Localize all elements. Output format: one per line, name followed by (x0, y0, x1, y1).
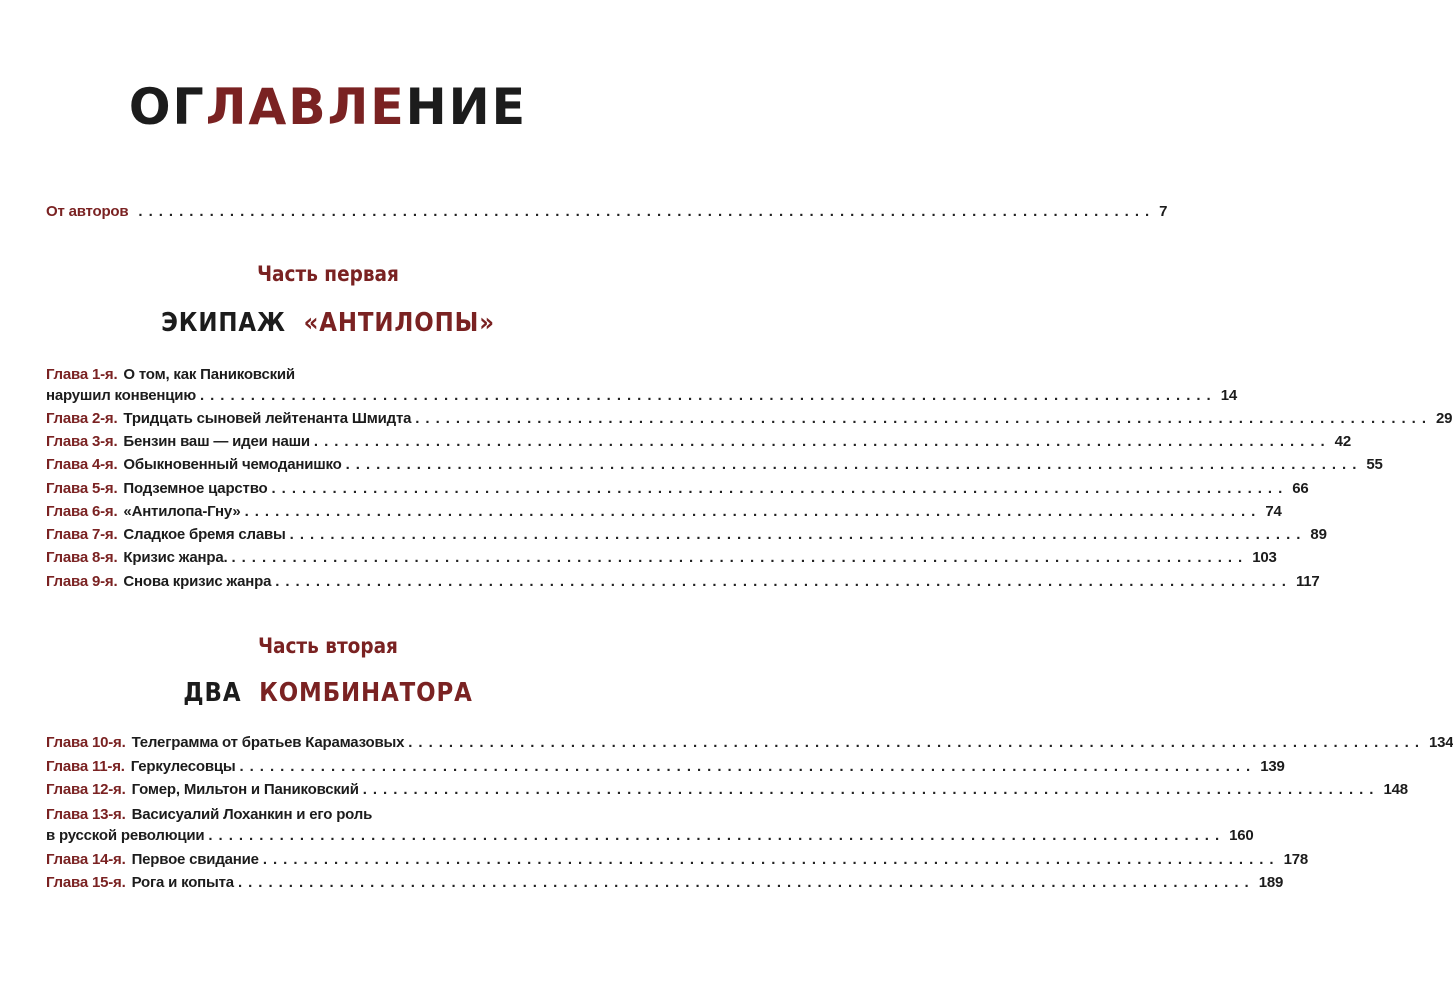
page-number: 103 (1252, 549, 1277, 566)
toc-entry-chapter-5[interactable]: Глава 5-я. Подземное царство .................................................................................................... 66 (46, 480, 1309, 497)
page-number: 7 (1159, 203, 1168, 220)
toc-entry-chapter-1[interactable]: нарушил конвенцию .................................................................................................... 14 (46, 387, 1237, 404)
toc-entry-chapter-4[interactable]: Глава 4-я. Обыкновенный чемоданишко .................................................................................................... 55 (46, 456, 1383, 473)
leader-dots: .................................................................................................... (244, 503, 1262, 520)
leader-dots: .................................................................................................... (262, 851, 1280, 868)
page-number: 42 (1334, 433, 1351, 450)
toc-entry-chapter-13-first-line[interactable]: Глава 13-я. Васисуалий Лоханкин и его роль (46, 806, 373, 823)
toc-entry-chapter-1-first-line[interactable]: Глава 1-я. О том, как Паниковский (46, 366, 295, 383)
leader-dots: .................................................................................................... (208, 827, 1226, 844)
leader-dots: .................................................................................................... (289, 526, 1307, 543)
toc-entry-preface[interactable] (46, 203, 1168, 227)
page-number: 55 (1366, 456, 1383, 473)
page-number: 66 (1292, 480, 1309, 497)
toc-entry-chapter-8[interactable]: Глава 8-я. Кризис жанра. .................................................................................................... 103 (46, 549, 1277, 566)
page-number: 134 (1429, 734, 1453, 751)
leader-dots: .................................................................................................... (313, 433, 1331, 450)
leader-dots: .................................................................................................... (138, 203, 1156, 220)
toc-entry-chapter-3[interactable]: Глава 3-я. Бензин ваш — идеи наши .................................................................................................... 42 (46, 433, 1351, 450)
part-two-section-title: ДВА КОМБИНАТОРА (183, 678, 473, 708)
toc-entry-chapter-7[interactable]: Глава 7-я. Сладкое бремя славы .................................................................................................... 89 (46, 526, 1327, 543)
page-number: 178 (1283, 851, 1309, 868)
page-number: 74 (1265, 503, 1282, 520)
page-number: 14 (1220, 387, 1237, 404)
toc-entry-chapter-2[interactable]: Глава 2-я. Тридцать сыновей лейтенанта Шмидта .................................................................................................... 29 (46, 410, 1453, 427)
part-one-section-title: ЭКИПАЖ «АНТИЛОПЫ» (161, 308, 495, 338)
leader-dots: .................................................................................................... (271, 480, 1289, 497)
leader-dots: .................................................................................................... (239, 758, 1257, 775)
preface-label: От авторов (46, 203, 129, 220)
leader-dots: .................................................................................................... (275, 573, 1292, 590)
part-two-heading: Часть вторая (258, 634, 398, 658)
toc-entry-chapter-9[interactable]: Глава 9-я. Снова кризис жанра .................................................................................................... 117 (46, 573, 1320, 590)
part-one-heading: Часть первая (257, 262, 399, 286)
toc-entry-chapter-14[interactable]: Глава 14-я. Первое свидание .................................................................................................... 178 (46, 851, 1309, 868)
page-number: 189 (1258, 874, 1284, 891)
toc-entry-chapter-6[interactable]: Глава 6-я. «Антилопа-Гну» .................................................................................................... 74 (46, 503, 1282, 520)
leader-dots: .................................................................................................... (362, 781, 1380, 798)
toc-entry-chapter-15[interactable]: Глава 15-я. Рога и копыта .................................................................................................... 189 (46, 874, 1284, 891)
leader-dots: .................................................................................................... (231, 549, 1249, 566)
leader-dots: .................................................................................................... (415, 410, 1432, 427)
toc-entry-chapter-10[interactable]: Глава 10-я. Телеграмма от братьев Карамазовых .................................................................................................... 134 (46, 734, 1453, 751)
page-number: 29 (1435, 410, 1453, 427)
leader-dots: .................................................................................................... (345, 456, 1363, 473)
leader-dots: .................................................................................................... (199, 387, 1217, 404)
leader-dots: .................................................................................................... (408, 734, 1425, 751)
page-number: 89 (1310, 526, 1327, 543)
page-number: 139 (1260, 758, 1285, 775)
toc-entry-chapter-13[interactable]: в русской революции .................................................................................................... 160 (46, 827, 1254, 844)
leader-dots: .................................................................................................... (237, 874, 1255, 891)
toc-entry-chapter-11[interactable]: Глава 11-я. Геркулесовцы .................................................................................................... 139 (46, 758, 1285, 775)
page-number: 117 (1295, 573, 1320, 590)
page-number: 148 (1383, 781, 1408, 798)
toc-entry-chapter-12[interactable]: Глава 12-я. Гомер, Мильтон и Паниковский .................................................................................................... 148 (46, 781, 1408, 798)
page-number: 160 (1229, 827, 1254, 844)
page-title: ОГЛАВЛЕНИЕ (128, 78, 528, 136)
